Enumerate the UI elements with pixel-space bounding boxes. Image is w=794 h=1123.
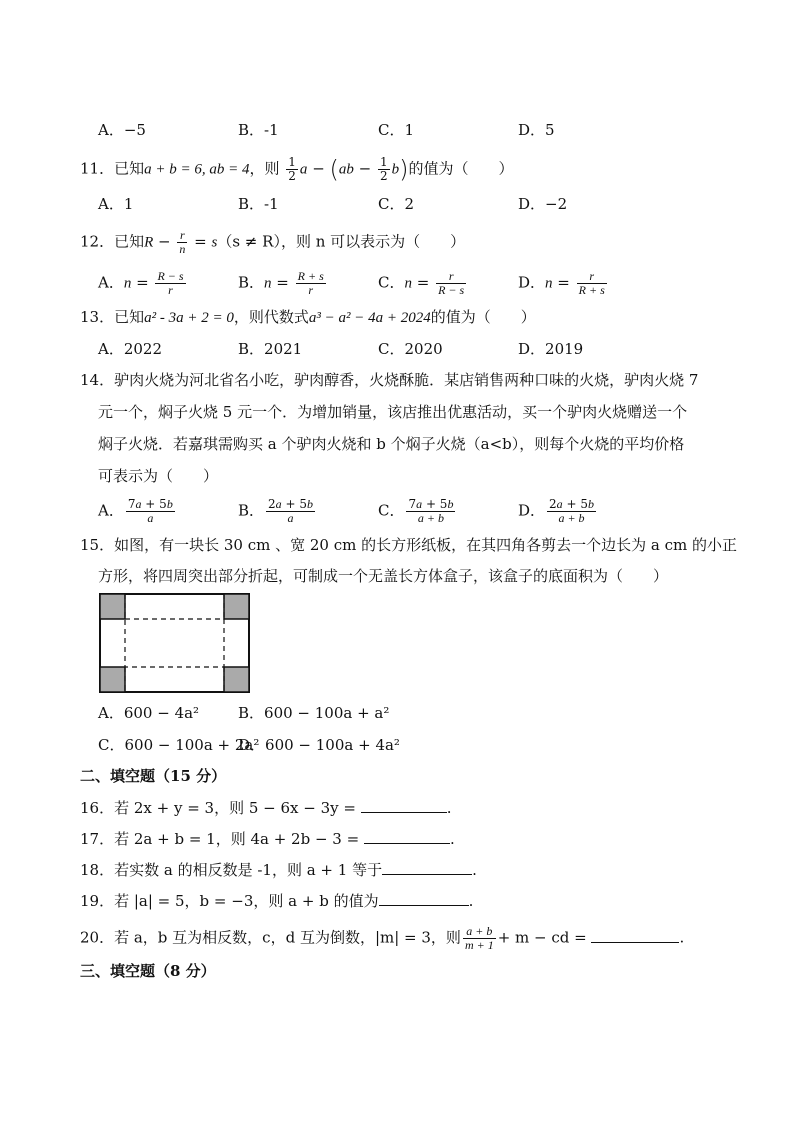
q15-option-d: D．600 − 100a + 4a² [238, 736, 400, 754]
q18: 18．若实数 a 的相反数是 -1，则 a + 1 等于 . [80, 861, 477, 879]
q11-option-c: C．2 [378, 195, 415, 213]
answer-blank-18 [382, 860, 472, 875]
q11-option-b: B．-1 [238, 195, 279, 213]
q13-option-a: A．2022 [98, 340, 163, 358]
q10-option-c: C．1 [378, 121, 415, 139]
q14-line-2: 元一个，焖子火烧 5 元一个．为增加销量，该店推出优惠活动，买一个驴肉火烧赠送一个 [98, 403, 688, 421]
q13-option-b: B．2021 [238, 340, 303, 358]
q14-line-3: 焖子火烧．若嘉琪需购买 a 个驴肉火烧和 b 个焖子火烧（a<b），则每个火烧的平均价格 [98, 435, 685, 453]
q15-option-c: C．600 − 100a + 2a² [98, 736, 260, 754]
q17: 17．若 2a + b = 1，则 4a + 2b − 3 = . [80, 830, 455, 848]
q14-option-d: D． $\frac{2a + 5b}{a + b}$ [518, 497, 594, 525]
q14-line-4: 可表示为（ ） [98, 467, 219, 485]
q19: 19．若 |a| = 5，b = −3，则 a + b 的值为 . [80, 892, 474, 910]
q13-option-c: C．2020 [378, 340, 443, 358]
q14-option-a: A． $\frac{7a + 5b}{a}$ [98, 497, 173, 525]
q13-option-d: D．2019 [518, 340, 584, 358]
q11-option-a: A．1 [98, 195, 134, 213]
answer-blank-20 [591, 928, 679, 943]
section-2-heading: 二、填空题（15 分） [80, 767, 227, 785]
q11-option-d: D．−2 [518, 195, 568, 213]
cardboard-figure [99, 593, 251, 695]
q16: 16．若 2x + y = 3，则 5 − 6x − 3y = . [80, 799, 452, 817]
q20: 20．若 a，b 互为相反数，c，d 互为倒数，|m| = 3，则 $\frac{a + b}{m + 1}$ + m − cd = . [80, 924, 685, 952]
q12-option-d: D．n = $\frac{r}{R + s}$ [518, 269, 605, 297]
q13-stem: 13．已知a² - 3a + 2 = 0，则代数式a³ − a² − 4a + 2024的值为（ ） [80, 308, 536, 326]
q10-option-a: A．−5 [98, 121, 146, 139]
q14-option-b: B． $\frac{2a + 5b}{a}$ [238, 497, 313, 525]
q10-option-d: D．5 [518, 121, 555, 139]
q15-line-2: 方形，将四周突出部分折起，可制成一个无盖长方体盒子，该盒子的底面积为（ ） [98, 567, 669, 585]
q15-option-a: A．600 − 4a² [98, 704, 200, 722]
answer-blank-19 [379, 891, 469, 906]
q12-option-a: A．n = $\frac{R - s}{r}$ [98, 269, 184, 297]
q12-option-c: C．n = $\frac{r}{R - s}$ [378, 269, 465, 297]
q15-line-1: 15．如图，有一块长 30 cm 、宽 20 cm 的长方形纸板，在其四角各剪去一个边长为 a cm 的小正 [80, 536, 737, 554]
q12-stem: 12．已知R − $\frac{r}{n}$ = s（s ≠ R），则 n 可以表示为（ ） [80, 228, 466, 256]
q14-option-c: C． $\frac{7a + 5b}{a + b}$ [378, 497, 454, 525]
answer-blank-17 [364, 829, 450, 844]
q14-line-1: 14．驴肉火烧为河北省名小吃，驴肉醇香，火烧酥脆．某店销售两种口味的火烧，驴肉火烧 7 [80, 371, 699, 389]
q10-option-b: B．-1 [238, 121, 279, 139]
section-3-heading: 三、填空题（8 分） [80, 962, 216, 980]
q12-option-b: B．n = $\frac{R + s}{r}$ [238, 269, 324, 297]
answer-blank-16 [361, 798, 447, 813]
q15-option-b: B．600 − 100a + a² [238, 704, 390, 722]
q11-stem: 11．已知a + b = 6, ab = 4，则 $\frac{1}{2}$ a − (ab − $\frac{1}{2}$ b)的值为（ ） [80, 155, 514, 184]
